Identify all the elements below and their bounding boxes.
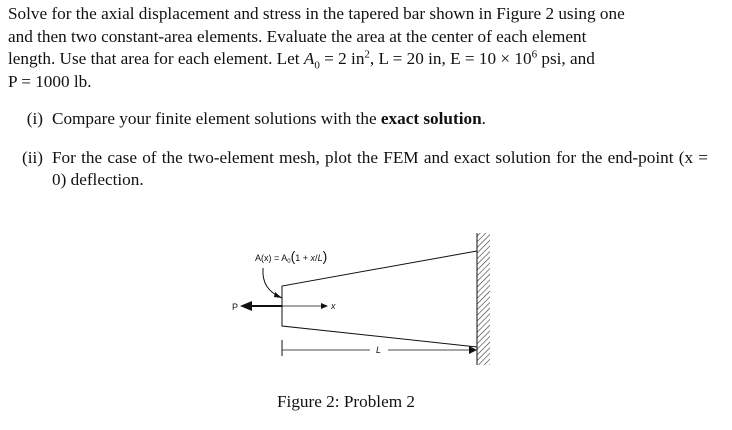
area-leader-arrow [263,268,282,298]
fixed-wall [477,233,490,365]
leader-arrowhead [274,292,282,298]
area-value: = 2 in [319,49,365,68]
modulus-exponent: 6 [531,48,538,61]
question-text: For the case of the two-element mesh, plot the FEM and exact solution for the end-point (x = 0) deflection. [52,147,708,189]
load-label: P [232,302,239,312]
area-exponent: 2 [364,48,370,61]
area-subscript: 0 [314,59,320,72]
question-text-part: . [481,109,486,128]
length-modulus-text: , L = 20 in, E = 10 × 10 [369,49,532,68]
question-number: (ii) [22,147,43,167]
x-axis-arrowhead [321,303,328,309]
problem-line: P = 1000 lb. [8,71,92,91]
problem-line: Solve for the axial displacement and stress in the tapered bar shown in Figure 2 using one [8,4,625,23]
area-symbol: A [303,49,315,68]
problem-text: length. Use that area for each element. Let [8,49,304,68]
length-label: L [376,345,382,355]
figure-caption: Figure 2: Problem 2 [277,392,415,411]
tapered-bar-outline [282,251,477,347]
modulus-tail: psi, and [537,49,595,68]
area-label: $A(x) = A_0(1 + x/L)$ [255,248,328,265]
question-number: (i) [26,109,43,128]
load-arrowhead [240,301,252,311]
problem-line: and then two constant-area elements. Evaluate the area at the center of each element [8,26,587,46]
x-axis-label: x [331,301,336,311]
question-text-part: Compare your finite element solutions with the [52,109,381,128]
emphasis-text: exact solution [380,109,482,128]
